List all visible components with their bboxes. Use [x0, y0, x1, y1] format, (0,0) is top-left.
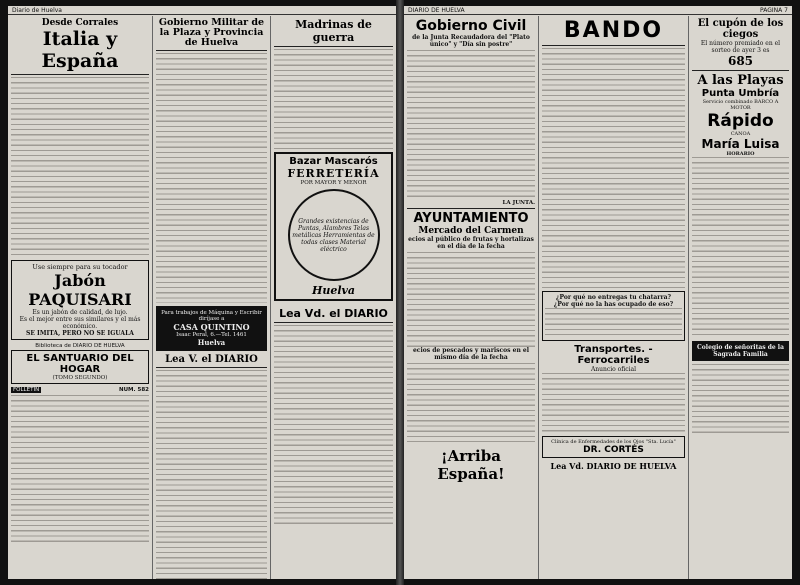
paquisari-ad	[11, 260, 149, 340]
quintino-line-2: Isaac Peral, 6.—Tel. 1461	[176, 332, 247, 338]
column-2-lower-text	[156, 370, 267, 579]
right-column-3	[689, 16, 792, 579]
headline-ayuntamiento: AYUNTAMIENTO	[413, 211, 529, 226]
bazar-dept: FERRETERÍA	[287, 167, 380, 180]
quintino-ad	[156, 306, 267, 351]
library-title: EL SANTUARIO DEL HOGAR	[26, 353, 134, 375]
headline-cupon-ciegos: El cupón de los ciegos	[697, 18, 784, 40]
column-3-lower-text	[274, 325, 393, 525]
gobierno-civil-sign: LA JUNTA.	[502, 200, 535, 206]
bazar-city: Huelva	[311, 284, 356, 297]
ad-brand: Jabón PAQUISARI	[28, 271, 132, 309]
right-running-head	[404, 6, 792, 15]
left-column-2	[153, 16, 271, 579]
quintino-city: Huelva	[197, 338, 226, 347]
madrinas-text	[274, 49, 393, 149]
ad-line-2: Es el mejor entre sus similares y el más económico.	[19, 316, 141, 330]
slogan-lea-diario: Lea V. el DIARIO	[165, 354, 258, 365]
right-column-2	[539, 16, 689, 579]
chatarra-text	[545, 308, 682, 338]
gobierno-civil-text	[407, 50, 535, 200]
folletin-label: FOLLETÍN	[13, 387, 40, 393]
right-newspaper-page	[404, 6, 792, 579]
headline-transportes: Transportes. - Ferrocarriles	[574, 344, 653, 366]
clinic-doctor: DR. CORTÉS	[583, 445, 644, 455]
headline-italia-espana: Italia y España	[41, 28, 119, 72]
transportes-text	[542, 373, 685, 433]
left-column-3	[271, 16, 396, 579]
arriba-espana: ¡Arriba España!	[437, 447, 505, 483]
canoa-label: CANOA	[730, 131, 751, 137]
slogan-lea-vd-diario-huelva: Lea Vd. DIARIO DE HUELVA	[550, 461, 677, 471]
headline-gobierno-militar: Gobierno Militar de la Plaza y Provincia de Huelva	[158, 17, 265, 48]
bando-text	[542, 48, 685, 288]
fish-prices-list	[407, 363, 535, 443]
colegio-title: Colegio de señoritas de la Sagrada Familia	[697, 344, 784, 358]
folletin-number: NUM. 582	[118, 387, 149, 393]
quintino-brand: CASA QUINTINO	[173, 322, 250, 332]
running-head-right: PAGINA 7	[760, 7, 788, 14]
slogan-lea-vd-diario: Lea Vd. el DIARIO	[279, 307, 388, 320]
fruit-prices-list	[407, 252, 535, 347]
chatarra-ad	[542, 291, 685, 341]
cupon-text: El número premiado en el sorteo de ayer 3 es	[700, 40, 781, 54]
library-title-box	[11, 350, 149, 384]
horario-label: HORARIO	[726, 151, 755, 157]
anuncio-oficial: Anuncio oficial	[590, 366, 637, 373]
boat-rapido: Rápido	[707, 111, 774, 131]
bazar-circle-text: Grandes existencias de Puntas, Alambres Telas metálicas Herramientas de todas clases Material eléctrico	[292, 217, 375, 253]
punta-umbria: Punta Umbría	[701, 88, 780, 99]
quintino-line-1: Para trabajos de Máquina y Escribir diríjase a	[161, 310, 262, 322]
library-sub: (TOMO SEGUNDO)	[52, 375, 108, 381]
colegio-box	[692, 341, 789, 361]
clinic-head: Clínica de Enfermedades de los Ojos "Sta. Lucía"	[551, 439, 676, 445]
fish-prices-intro: ecios de pescados y mariscos en el mismo día de la fecha	[412, 347, 530, 361]
gobierno-civil-sub: de la Junta Recaudadora del "Plato único" y "Día sin postre"	[412, 34, 530, 48]
bazar-circle-seal	[288, 189, 380, 281]
gobierno-militar-text	[156, 53, 267, 303]
bazar-name: Bazar Mascarós	[289, 156, 378, 167]
headline-madrinas: Madrinas de guerra	[295, 18, 372, 44]
running-head-left: DIARIO DE HUELVA	[408, 7, 465, 14]
bazar-mascaros-ad	[274, 152, 393, 301]
ad-line-3: SE IMITA, PERO NO SE IGUALA	[26, 330, 134, 337]
horario-table	[692, 157, 789, 337]
clinic-ad	[542, 436, 685, 458]
prices-intro: ecios al público de frutas y hortalizas en el día de la fecha	[408, 236, 534, 250]
headline-bando: BANDO	[563, 18, 664, 43]
ad-intro: Use siempre para su tocador	[32, 263, 128, 271]
left-column-1	[8, 16, 153, 579]
book-gutter	[396, 0, 404, 585]
colegio-text	[692, 364, 789, 434]
left-newspaper-page	[8, 6, 396, 579]
kicker-corrales: Desde Corrales	[41, 18, 119, 28]
chatarra-question: ¿Por qué no entregas tu chatarra?	[555, 294, 672, 301]
chatarra-question-2: ¿Por qué no la has ocupado de eso?	[553, 301, 674, 308]
right-column-1	[404, 16, 539, 579]
running-head-text: Diario de Huelva	[12, 7, 62, 14]
folletin-text	[11, 395, 149, 545]
bazar-sub: POR MAYOR Y MENOR	[300, 180, 367, 186]
ad-line-1: Es un jabón de calidad, de lujo.	[32, 309, 128, 316]
mercado-del-carmen: Mercado del Carmen	[418, 226, 524, 236]
article-text-block	[11, 77, 149, 257]
servicio-combinado: Servicio combinado BARCO A MOTOR	[702, 99, 779, 111]
boat-maria-luisa: María Luisa	[701, 137, 780, 151]
library-head: Biblioteca de DIARIO DE HUELVA	[35, 343, 125, 349]
headline-gobierno-civil: Gobierno Civil	[415, 18, 527, 34]
headline-playas: A las Playas	[697, 73, 784, 88]
cupon-number: 685	[727, 54, 754, 68]
left-running-head	[8, 6, 396, 15]
